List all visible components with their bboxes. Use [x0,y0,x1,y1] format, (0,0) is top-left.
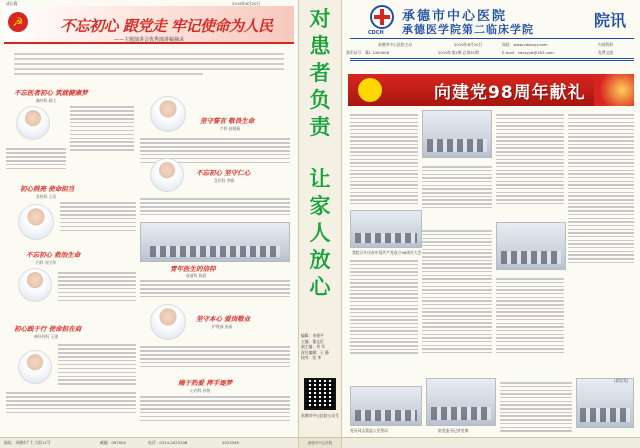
issue-number: 2019年第2期 总第51期 [438,50,479,55]
editor-credits: 编辑：李建平 主编：董文臣 副主编：刘 军 责任编辑：王 静 校对：张 华 [301,333,329,360]
email: E-mail：cdzxyyb@163.com [502,50,554,55]
article-column [350,258,418,356]
article-column [422,228,492,356]
issue-date: 2019年6月20日 [454,42,483,47]
footer-fax: 2023349 [222,440,239,445]
party-flag-icon [358,78,382,102]
page-label: 成长篇 [6,1,18,6]
qr-caption: 承德市中心医院公众号 [301,413,339,418]
profile-tag: 不忘初心 坚守仁心 [196,169,251,177]
profile-text [6,146,66,172]
footer-address: 地址：承德市广仁大街11号 [4,440,51,445]
left-page [0,0,298,448]
profile-text [140,196,290,218]
spine-footer: 承德市中心医院 [299,437,341,448]
oath-photo [350,386,422,426]
profile-tag: 不忘医者初心 筑就健康梦 [14,89,88,97]
price: 免费交流 [598,50,614,55]
profile-text [58,342,136,387]
article-column [568,112,634,265]
right-page [342,0,640,448]
footer-phone: 电话：0314-2023348 [148,440,188,445]
left-footer [0,437,298,448]
party-emblem-icon: ☭ [8,12,28,32]
feature-headline: 向建党98周年献礼 [434,83,586,103]
profile-name: 心内科 孙悦 [190,388,211,393]
profile-tag: 初心践于行 使命担在肩 [14,325,82,333]
profile-text [60,200,136,234]
corner-caption: (侯宏发) [614,378,629,383]
lecture-photo [426,378,496,426]
intro-text [14,50,284,82]
portrait-photo [16,106,50,140]
qr-code-icon [304,378,336,410]
slogan-text: 让 家 人 放 心 [309,167,331,299]
page-date: 2019年6月20日 [232,1,261,6]
profile-name: 宣传科 王浩 [36,194,57,199]
profile-text [140,394,290,424]
hospital-name: 承德市中心医院 [402,9,508,24]
photo-caption: 我院召开庆祝中国共产党成立98周年大会 [352,250,422,255]
article-column [496,276,564,356]
sponsor: 承德市中心医院主办 [378,42,413,47]
portrait-photo [18,350,52,384]
paper-title: 院讯 [594,11,627,30]
assembly-photo [496,222,566,270]
portrait-photo [150,304,186,340]
profile-name: 急诊科 李敏 [214,178,235,183]
right-footer [342,437,640,448]
profile-name: 护理部 张丽 [212,324,233,329]
circulation: 内部资料 [598,42,614,47]
profile-text [140,278,290,300]
profile-tag: 端于热爱 挥手逐梦 [178,379,233,387]
center-spine [298,0,342,448]
slogan-text: 对 患 者 负 责 [309,7,331,139]
portrait-scene-photo [576,378,634,428]
college-name: 承德医学院第二临床学院 [402,23,534,36]
profile-tag: 不忘初心 救治生命 [26,251,81,259]
photo-caption: 党员同志重温入党誓词 [350,428,388,433]
profile-name: 神经外科 王建 [34,334,58,339]
website: 网址：www.cdszxyy.com [502,42,548,47]
portrait-photo [18,268,52,302]
banner-subtitle: ——主题演讲会优秀演讲稿摘录 [114,37,185,43]
hospital-logo-icon [370,5,394,29]
portrait-photo [150,158,184,192]
banner-title: 不忘初心 跟党走 牢记使命为人民 [60,17,273,35]
article-column [500,380,572,434]
left-banner [4,6,294,44]
profile-tag: 青年医生的信仰 [170,265,216,273]
footer-postcode: 邮编：067000 [100,440,126,445]
profile-name: 产科 赵晓燕 [220,126,241,131]
profile-name: 胸外科 顾大 [36,98,57,103]
profile-name: 血液科 陈晨 [186,273,207,278]
article-column [350,112,418,206]
feature-banner [348,74,634,106]
profile-text [6,390,136,416]
serial-number: 准印证号：冀L 1400008 [346,50,390,55]
profile-name: 内科 刘卫华 [36,260,57,265]
meeting-photo [422,110,492,158]
portrait-photo [150,96,186,132]
profile-tag: 坚守本心 爱岗敬业 [196,315,251,323]
event-photo [350,210,422,248]
article-column [422,164,492,211]
portrait-photo [18,204,54,240]
logo-text: CDCH [368,30,384,36]
profile-text [70,104,134,153]
profile-tag: 初心照亮 使命担当 [20,185,75,193]
photo-caption: 院党委书记讲党课 [438,428,469,433]
group-photo [140,222,290,262]
article-column [496,112,564,206]
profile-text [58,270,136,304]
profile-tag: 坚守誓言 敬畏生命 [200,117,255,125]
profile-text [140,344,290,370]
